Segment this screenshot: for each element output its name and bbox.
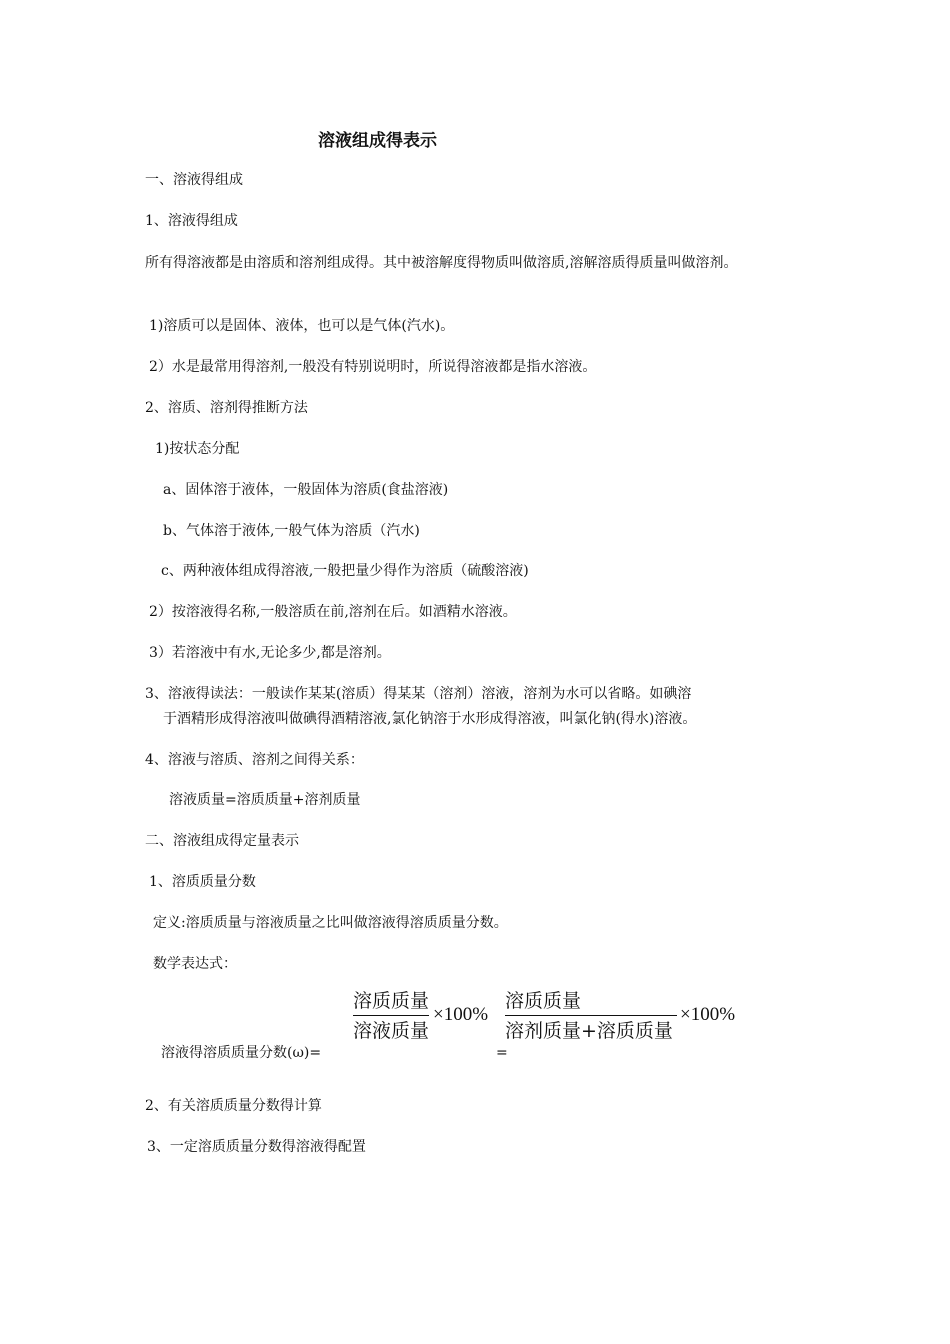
section-heading-2: 二、溶液组成得定量表示 (145, 833, 299, 849)
fraction-1-numerator: 溶质质量 (353, 990, 430, 1012)
list-item-water: 3）若溶液中有水,无论多少,都是溶剂。 (149, 645, 391, 661)
subheading-2-1: 1、溶质质量分数 (149, 874, 256, 890)
formula-equals: = (496, 1045, 508, 1061)
list-item-2: 2）水是最常用得溶剂,一般没有特别说明时，所说得溶液都是指水溶液。 (149, 359, 597, 375)
formula-label: 数学表达式： (153, 956, 237, 972)
subheading-1-4: 4、溶液与溶质、溶剂之间得关系： (145, 752, 364, 768)
list-item-c: c、两种液体组成得溶液,一般把量少得作为溶质（硫酸溶液) (161, 563, 529, 579)
fraction-2-bar (505, 1015, 677, 1016)
definition-line: 定义:溶质质量与溶液质量之比叫做溶液得溶质质量分数。 (153, 915, 508, 931)
list-item-1: 1)溶质可以是固体、液体，也可以是气体(汽水)。 (149, 318, 455, 334)
subheading-1-1: 1、溶液得组成 (145, 213, 238, 229)
subheading-2-2: 2、有关溶质质量分数得计算 (145, 1098, 322, 1114)
times-100-percent-1: ×100% (433, 1004, 489, 1025)
mass-relation: 溶液质量=溶质质量+溶剂质量 (169, 792, 361, 808)
fraction-1-denominator: 溶液质量 (353, 1020, 430, 1042)
fraction-1-bar (353, 1015, 429, 1016)
document-title: 溶液组成得表示 (318, 131, 437, 151)
list-item-name: 2）按溶液得名称,一般溶质在前,溶剂在后。如酒精水溶液。 (149, 604, 517, 620)
formula-lhs: 溶液得溶质质量分数(ω)= (161, 1045, 322, 1061)
fraction-2-denominator: 溶剂质量+溶质质量 (505, 1020, 673, 1042)
subheading-2-3: 3、一定溶质质量分数得溶液得配置 (147, 1139, 366, 1155)
list-item-state: 1)按状态分配 (155, 441, 240, 457)
subheading-1-3-line1: 3、溶液得读法：一般读作某某(溶质）得某某（溶剂）溶液，溶剂为水可以省略。如碘溶 (145, 686, 692, 702)
section-heading-1: 一、溶液得组成 (145, 172, 243, 188)
times-100-percent-2: ×100% (680, 1004, 736, 1025)
fraction-2 (505, 988, 677, 1044)
list-item-a: a、固体溶于液体，一般固体为溶质(食盐溶液) (163, 482, 449, 498)
subheading-1-2: 2、溶质、溶剂得推断方法 (145, 400, 308, 416)
subheading-1-3-line2: 于酒精形成得溶液叫做碘得酒精溶液,氯化钠溶于水形成得溶液，叫氯化钠(得水)溶液。 (163, 711, 697, 727)
fraction-2-numerator: 溶质质量 (505, 990, 582, 1012)
list-item-b: b、气体溶于液体,一般气体为溶质（汽水) (163, 523, 420, 539)
paragraph-definition: 所有得溶液都是由溶质和溶剂组成得。其中被溶解度得物质叫做溶质,溶解溶质得质量叫做溶剂。 (145, 255, 738, 271)
fraction-1 (353, 988, 429, 1044)
